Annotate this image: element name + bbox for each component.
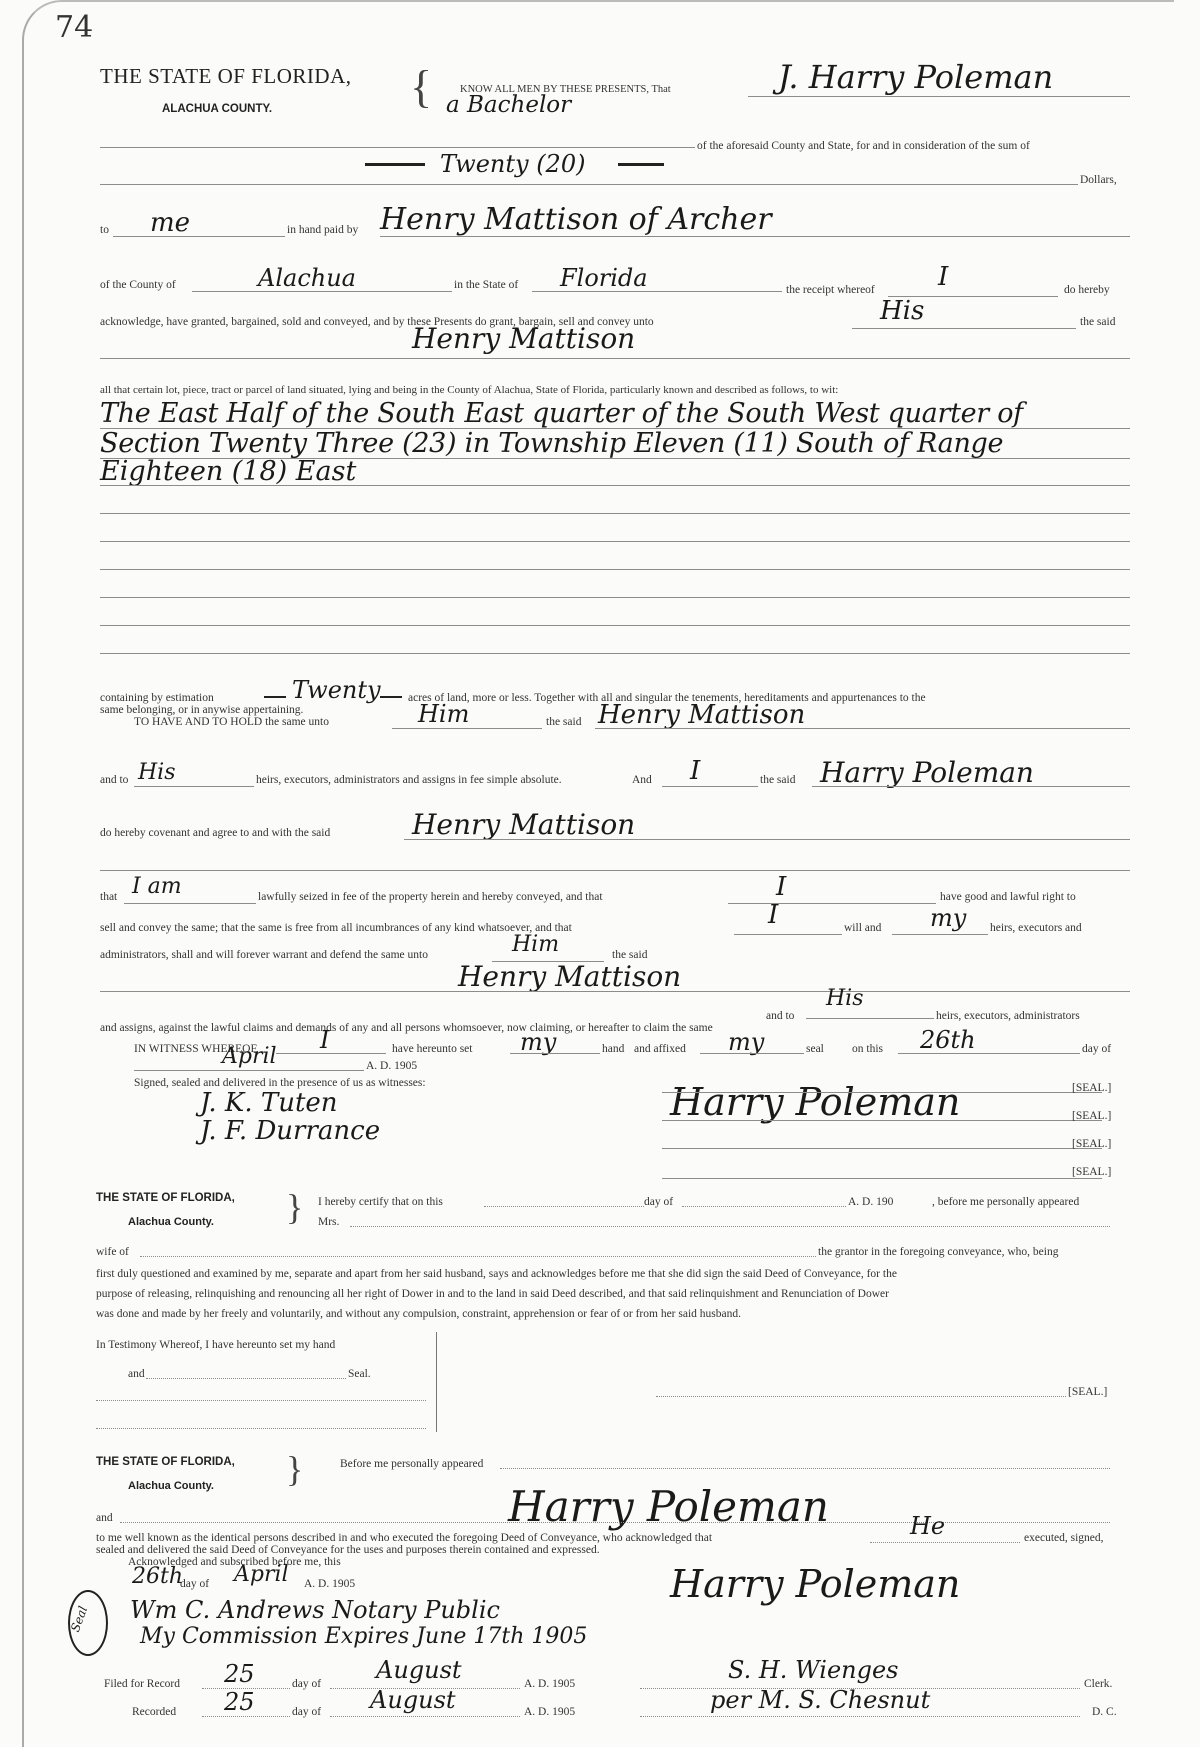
- ack-day: 26th: [132, 1564, 184, 1589]
- ack-p2: sealed and delivered the said Deed of Conveyance for the uses and purposes therein contained and expressed.: [96, 1544, 600, 1556]
- witness-month: April: [222, 1044, 277, 1069]
- in-hand-label: in hand paid by: [287, 224, 359, 236]
- rule: [100, 541, 1130, 542]
- grantor-signature: Harry Poleman: [670, 1080, 961, 1124]
- rule: [662, 1148, 1102, 1149]
- witness2-signature: J. F. Durrance: [200, 1116, 381, 1146]
- grant-text: acknowledge, have granted, bargained, sold and conveyed, and by these Presents do grant, bargain, sell and convey unto: [100, 316, 654, 328]
- rule: [100, 513, 1130, 514]
- witness-hand: hand: [602, 1043, 625, 1055]
- description-line2: Section Twenty Three (23) in Township Eleven (11) South of Range: [100, 428, 1004, 459]
- dash: [264, 696, 286, 698]
- dc-label: D. C.: [1092, 1706, 1117, 1718]
- covenant-grantee: Henry Mattison: [412, 808, 636, 841]
- ack-ad: A. D. 1905: [304, 1578, 356, 1590]
- seal-label-3: [SEAL.]: [1072, 1138, 1112, 1150]
- county-value: Alachua: [258, 264, 356, 292]
- filed-day-of: day of: [292, 1678, 322, 1690]
- ack-person: Harry Poleman: [508, 1482, 829, 1531]
- rule: [595, 728, 1130, 729]
- grantor-status: a Bachelor: [446, 92, 572, 118]
- rule: [100, 569, 1130, 570]
- rule: [728, 903, 936, 904]
- notary-seal-text: Seal: [68, 1604, 91, 1634]
- rule: [404, 839, 1130, 840]
- recorded-ad: A. D. 1905: [524, 1706, 576, 1718]
- grantor-name: J. Harry Poleman: [778, 58, 1054, 96]
- to-have-text: TO HAVE AND TO HOLD the same unto: [134, 716, 329, 728]
- rule: [806, 1018, 934, 1019]
- dotted-rule: [350, 1226, 1110, 1227]
- heirs-value1: His: [138, 760, 176, 785]
- dotted-rule: [330, 1716, 520, 1717]
- of-county-label: of the County of: [100, 279, 176, 291]
- ack-state: THE STATE OF FLORIDA,: [96, 1456, 235, 1468]
- seized-text4: heirs, executors and: [990, 922, 1082, 934]
- ack-brace: }: [286, 1449, 304, 1489]
- rule: [100, 358, 1130, 359]
- dower-grantor-text: the grantor in the foregoing conveyance, who, being: [818, 1246, 1059, 1258]
- witness-day: 26th: [920, 1026, 976, 1054]
- rule: [113, 236, 285, 237]
- description-line1: The East Half of the South East quarter of the South West quarter of: [100, 398, 1023, 429]
- seized-will-and: will and: [844, 922, 882, 934]
- recorded-day: 25: [224, 1688, 255, 1716]
- dotted-rule: [140, 1256, 816, 1257]
- seized-value5: Him: [512, 932, 560, 957]
- dotted-rule: [682, 1206, 846, 1207]
- rule: [662, 786, 758, 787]
- dower-p2: purpose of releasing, relinquishing and renouncing all her right of Dower in and to the land in said Deed described, and that said relinquishment and Renunciation of Dower: [96, 1288, 889, 1300]
- seized-that: that: [100, 891, 118, 903]
- dotted-rule: [640, 1716, 1080, 1717]
- dower-p1: first duly questioned and examined by me, separate and apart from her said husband, says and acknowledges before me that she did sign the said Deed of Conveyance, for the: [96, 1268, 897, 1280]
- rule: [380, 236, 1130, 237]
- payer-name: Henry Mattison of Archer: [380, 202, 772, 237]
- witness-on-this: on this: [852, 1043, 883, 1055]
- ack-and: and: [96, 1512, 113, 1524]
- rule: [812, 786, 1130, 787]
- dower-wife-of: wife of: [96, 1246, 129, 1258]
- dower-certify: I hereby certify that on this: [318, 1196, 443, 1208]
- seized-text3: sell and convey the same; that the same is free from all incumbrances of any kind whatsoever, and that: [100, 922, 572, 934]
- recorded-day-of: day of: [292, 1706, 322, 1718]
- ack-county: Alachua County.: [128, 1480, 214, 1492]
- bracket-line: [436, 1332, 437, 1432]
- witness-ad: A. D. 1905: [366, 1060, 418, 1072]
- rule: [100, 597, 1130, 598]
- witness-have-set: have hereunto set: [392, 1043, 473, 1055]
- seized-the-said: the said: [612, 949, 648, 961]
- seal-label-2: [SEAL.]: [1072, 1110, 1112, 1122]
- clerk-label: Clerk.: [1084, 1678, 1113, 1690]
- rule: [124, 903, 256, 904]
- rule: [100, 184, 1078, 185]
- rule: [510, 1053, 600, 1054]
- heirs-the-said: the said: [760, 774, 796, 786]
- dower-state: THE STATE OF FLORIDA,: [96, 1192, 235, 1204]
- seized-text2: have good and lawful right to: [940, 891, 1076, 903]
- dower-testimony: In Testimony Whereof, I have hereunto set my hand: [96, 1339, 336, 1351]
- ack-day-of: day of: [180, 1578, 210, 1590]
- deputy-clerk-signature: per M. S. Chesnut: [710, 1686, 931, 1714]
- in-state-label: in the State of: [454, 279, 519, 291]
- containing-text3: same belonging, or in anywise appertaining.: [100, 704, 304, 716]
- grant-grantee: Henry Mattison: [412, 322, 636, 355]
- rule: [100, 870, 1130, 871]
- seal-label-4: [SEAL.]: [1072, 1166, 1112, 1178]
- dash: [365, 163, 425, 166]
- dotted-rule: [96, 1428, 426, 1429]
- seized-text7: and assigns, against the lawful claims and demands of any and all persons whomsoever, now claiming, or hereafter to claim the same: [100, 1022, 713, 1034]
- containing-acres: Twenty: [292, 676, 381, 704]
- dower-p3: was done and made by her freely and voluntarily, and without any compulsion, constraint, apprehension or fear of or from her said husband.: [96, 1308, 741, 1320]
- ack-he: He: [910, 1512, 946, 1540]
- ack-month: April: [234, 1562, 289, 1587]
- header-state: THE STATE OF FLORIDA,: [100, 64, 352, 88]
- dower-county: Alachua County.: [128, 1216, 214, 1228]
- header-brace: {: [410, 61, 433, 112]
- witness1-signature: J. K. Tuten: [200, 1088, 338, 1118]
- rule: [100, 147, 695, 148]
- receipt-label: the receipt whereof: [786, 284, 875, 296]
- grant-unto-value: His: [880, 296, 925, 326]
- rule: [852, 328, 1076, 329]
- rule: [100, 625, 1130, 626]
- dotted-rule: [500, 1468, 1110, 1469]
- witness-value3: my: [728, 1028, 765, 1056]
- ack-notary: Wm C. Andrews Notary Public: [130, 1596, 500, 1624]
- seized-value4: my: [930, 904, 967, 932]
- dotted-rule: [96, 1400, 426, 1401]
- containing-text1: containing by estimation: [100, 692, 214, 704]
- rule: [392, 728, 542, 729]
- heirs-text: heirs, executors, administrators and assigns in fee simple absolute.: [256, 774, 562, 786]
- filed-label: Filed for Record: [104, 1678, 181, 1690]
- dower-before: , before me personally appeared: [932, 1196, 1080, 1208]
- filed-ad: A. D. 1905: [524, 1678, 576, 1690]
- to-label: to: [100, 224, 109, 236]
- rule: [276, 1053, 386, 1054]
- rule: [192, 291, 452, 292]
- heirs-and-to: and to: [100, 774, 129, 786]
- containing-text2: acres of land, more or less. Together with all and singular the tenements, hereditaments and appurtenances to the: [408, 692, 926, 704]
- to-have-unto: Him: [418, 700, 470, 728]
- rule: [100, 991, 1130, 992]
- dower-day-of: day of: [644, 1196, 674, 1208]
- filed-day: 25: [224, 1660, 255, 1688]
- dotted-rule: [202, 1716, 290, 1717]
- rule: [892, 934, 988, 935]
- consideration-amount: Twenty (20): [440, 150, 586, 178]
- to-have-the-said: the said: [546, 716, 582, 728]
- rule: [134, 1070, 364, 1071]
- clerk-signature: S. H. Wienges: [728, 1656, 899, 1684]
- ack-signature: Harry Poleman: [670, 1562, 961, 1606]
- consideration-text: of the aforesaid County and State, for and in consideration of the sum of: [697, 140, 1030, 152]
- recorded-month: August: [370, 1686, 456, 1714]
- description-intro: all that certain lot, piece, tract or parcel of land situated, lying and being in the County of Alachua, State of Florida, particularly known and described as follows, to wit:: [100, 384, 839, 396]
- seized-text5: administrators, shall and will forever warrant and defend the same unto: [100, 949, 428, 961]
- recorded-label: Recorded: [132, 1706, 177, 1718]
- dower-and: and: [128, 1368, 145, 1380]
- dower-brace: }: [286, 1187, 304, 1227]
- to-have-grantee: Henry Mattison: [598, 700, 806, 730]
- rule: [748, 96, 1130, 97]
- witness-affixed: and affixed: [634, 1043, 686, 1055]
- rule: [734, 934, 842, 935]
- seized-text6: heirs, executors, administrators: [936, 1010, 1080, 1022]
- dollars-label: Dollars,: [1080, 174, 1117, 186]
- filed-month: August: [376, 1656, 462, 1684]
- witness-day-of: day of: [1082, 1043, 1112, 1055]
- ack-commission: My Commission Expires June 17th 1905: [140, 1624, 588, 1649]
- dower-seal: Seal.: [348, 1368, 371, 1380]
- heirs-value2: I: [690, 756, 701, 786]
- rule: [662, 1178, 1102, 1179]
- dotted-rule: [870, 1542, 1020, 1543]
- dash: [618, 163, 664, 166]
- rule: [662, 1092, 1102, 1093]
- dower-seal-label: [SEAL.]: [1068, 1386, 1108, 1398]
- heirs-and: And: [632, 774, 652, 786]
- receipt-value: I: [938, 262, 949, 292]
- dower-mrs: Mrs.: [318, 1216, 340, 1228]
- dotted-rule: [656, 1396, 1066, 1397]
- dower-ad: A. D. 190: [848, 1196, 894, 1208]
- page-number: 74: [55, 10, 94, 45]
- heirs-grantor: Harry Poleman: [820, 756, 1034, 789]
- witness-signed: Signed, sealed and delivered in the presence of us as witnesses:: [134, 1077, 426, 1089]
- grant-the-said: the said: [1080, 316, 1116, 328]
- seized-grantee: Henry Mattison: [458, 960, 682, 993]
- rule: [662, 1120, 1102, 1121]
- state-value: Florida: [560, 264, 648, 292]
- witness-value2: my: [520, 1028, 557, 1056]
- seized-value1: I am: [132, 874, 182, 899]
- seized-value6: His: [826, 986, 864, 1011]
- ack-executed: executed, signed,: [1024, 1532, 1104, 1544]
- dotted-rule: [120, 1522, 1110, 1523]
- witness-value1: I: [320, 1026, 330, 1054]
- rule: [100, 485, 1130, 486]
- seized-value3: I: [768, 900, 779, 930]
- covenant-text: do hereby covenant and agree to and with the said: [100, 827, 331, 839]
- rule: [134, 786, 254, 787]
- rule: [898, 1053, 1080, 1054]
- witness-text1: IN WITNESS WHEREOF,: [134, 1043, 259, 1055]
- witness-seal: seal: [806, 1043, 824, 1055]
- dash: [380, 696, 402, 698]
- to-value: me: [150, 208, 191, 238]
- dotted-rule: [146, 1378, 346, 1379]
- ack-before: Before me personally appeared: [340, 1458, 484, 1470]
- ack-subscribed: Acknowledged and subscribed before me, this: [128, 1556, 341, 1568]
- seized-value2: I: [776, 872, 787, 902]
- ack-p1: to me well known as the identical persons described in and who executed the foregoing Deed of Conveyance, who acknowledged that: [96, 1532, 713, 1544]
- rule: [700, 1053, 804, 1054]
- rule: [532, 291, 782, 292]
- dotted-rule: [484, 1206, 644, 1207]
- seal-label-1: [SEAL.]: [1072, 1082, 1112, 1094]
- know-all-text: KNOW ALL MEN BY THESE PRESENTS, That: [460, 84, 671, 95]
- seized-text1: lawfully seized in fee of the property herein and hereby conveyed, and that: [258, 891, 603, 903]
- do-hereby-label: do hereby: [1064, 284, 1110, 296]
- rule: [100, 653, 1130, 654]
- seized-and-to: and to: [766, 1010, 795, 1022]
- header-county: ALACHUA COUNTY.: [162, 103, 273, 115]
- description-line3: Eighteen (18) East: [100, 456, 357, 487]
